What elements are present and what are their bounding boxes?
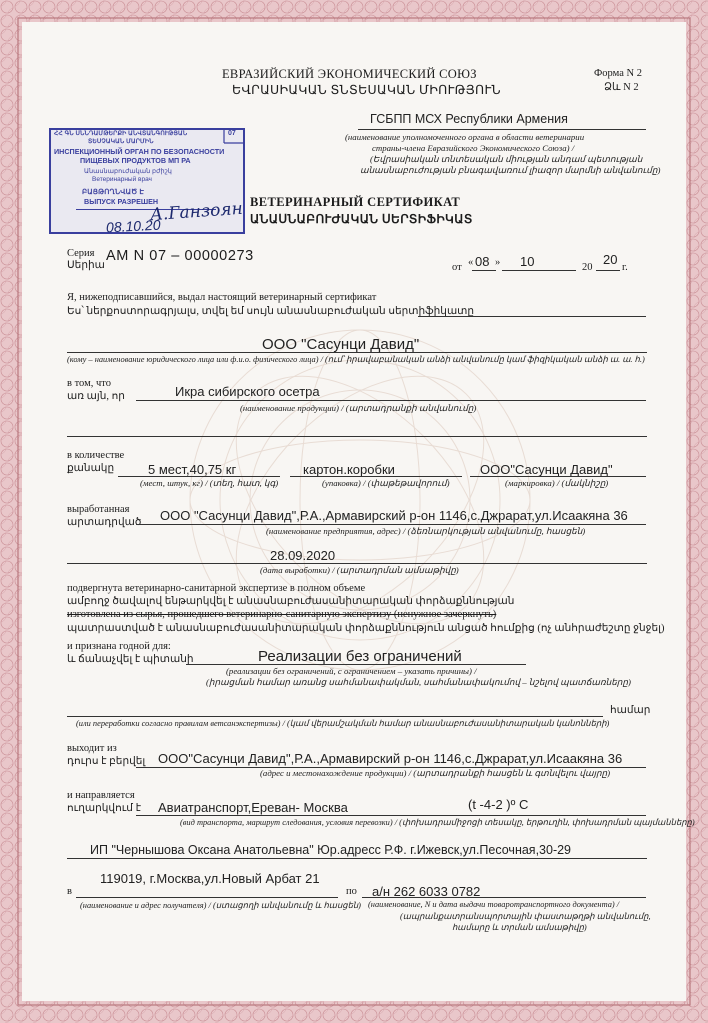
waybill-by: по — [346, 886, 357, 897]
stamp-line-3: ИНСПЕКЦИОННЫЙ ОРГАН ПО БЕЗОПАСНОСТИ — [54, 147, 225, 156]
issuer-line — [67, 352, 647, 353]
quantity-caption-pack: (упаковка) / (փաթեթավորում) — [322, 478, 450, 488]
product-extra-line — [67, 436, 647, 437]
waybill-value: а/н 262 6033 0782 — [372, 884, 481, 899]
issuer-value: ООО "Сасунци Давид" — [262, 336, 420, 353]
quantity-caption-mark: (маркировка) / (մակնիշը) — [505, 478, 609, 488]
union-title-ru: ЕВРАЗИЙСКИЙ ЭКОНОМИЧЕСКИЙ СОЮЗ — [222, 67, 477, 81]
inspection-line2-ru: изготовлена из сырья, прошедшего ветеринарно-санитарную экспертизу (ненужное зачеркнуть) — [67, 609, 497, 620]
production-date-value: 28.09.2020 — [270, 548, 336, 563]
form-number-ru: Форма N 2 — [594, 68, 642, 79]
purpose-for-hy: համար — [610, 705, 651, 716]
quantity-amount-line — [118, 476, 280, 477]
issuer-intro-line — [418, 316, 646, 317]
date-prefix: от — [452, 262, 462, 273]
produced-label-hy: արտադրված — [67, 517, 142, 528]
waybill-caption-1: (наименование, N и дата выдачи товаротранспортного документа) / — [368, 900, 620, 909]
production-date-line — [67, 563, 647, 564]
date-year: 20 — [603, 252, 618, 267]
purpose-value: Реализации без ограничений — [258, 648, 462, 665]
transport-temperature: (t -4-2 )º C — [468, 797, 529, 812]
date-year-line — [596, 270, 620, 271]
transport-caption: (вид транспорта, маршрут следования, условия перевозки) / (փոխադրամիջոցի տեսակը, երթուղին, փոխադրման պայմանները) — [180, 818, 695, 827]
quantity-amount: 5 мест,40,75 кг — [148, 462, 237, 477]
authority-caption-2: страны-члена Евразийского Экономического Союза) / — [372, 143, 575, 153]
product-line — [136, 400, 646, 401]
date-day: 08 — [475, 254, 490, 269]
inspection-line3-ru: и признана годной для: — [67, 641, 171, 652]
transport-line — [136, 815, 646, 816]
recipient-line-2: 119019, г.Москва,ул.Новый Арбат 21 — [100, 871, 320, 886]
date-close-quote: » — [495, 257, 501, 268]
transport-value: Авиатранспорт,Ереван- Москва — [158, 800, 348, 815]
authority-line — [358, 129, 646, 130]
stamp-line-6: Ветеринарный врач — [92, 176, 152, 183]
purpose-caption-1: (реализации без ограничений, с ограничением – указать причины) / — [226, 666, 477, 676]
certificate-title-hy: ԱՆԱՍՆԱԲՈՒԺԱԿԱՆ ՍԵՐՏԻՖԻԿԱՏ — [250, 212, 473, 226]
issuer-caption: (кому – наименование юридического лица или ф.и.о. физического лица) / (ում՝ իրավաբանական անձի անվանումը կամ ֆիզիկական անձի ա. ա. հ.) — [67, 355, 645, 364]
recipient-caption: (наименование и адрес получателя) / (ստացողի անվանումը և հասցեն) — [80, 901, 361, 910]
authority-value: ГСБПП МСХ Республики Армения — [370, 112, 568, 126]
quantity-label-ru: в количестве — [67, 450, 125, 461]
stamp-number: 07 — [228, 130, 236, 137]
date-month: 10 — [520, 254, 535, 269]
sent-label-ru: и направляется — [67, 790, 135, 801]
stamp-line-7: ԲԱՑԹՈՂՆՎԱԾ Է — [82, 187, 144, 196]
certificate-title-ru: ВЕТЕРИНАРНЫЙ СЕРТИФИКАТ — [250, 195, 461, 209]
quantity-packaging-line — [290, 476, 462, 477]
inspection-line1-ru: подвергнута ветеринарно-санитарной экспертизе в полном объеме — [67, 583, 366, 594]
date-suffix: г. — [622, 262, 628, 273]
date-open-quote: « — [468, 257, 474, 268]
produced-caption: (наименование предприятия, адрес) / (ձեռնարկության անվանումը, հասցեն) — [266, 526, 586, 536]
stamp-date: 08.10.20 — [105, 216, 161, 236]
union-title-hy: ԵՎՐԱՍԻԱԿԱՆ ՏՆՏԵՍԱԿԱՆ ՄԻՈՒԹՅՈՒՆ — [232, 83, 501, 97]
stamp-line-1: ՀՀ ԳՆ ՍՆՆԴԱՄԹԵՐՔԻ ԱՆՎՏԱՆԳՈՒԹՅԱՆ — [54, 130, 188, 137]
quantity-caption-amount: (мест, штук, кг) / (տեղ, հատ, կգ) — [140, 478, 279, 488]
series-label-hy: Սերիա — [67, 260, 105, 271]
waybill-caption-2: (ապրանքատրանսպորտային փաստաթղթի անվանումը, — [400, 912, 651, 921]
production-date-caption: (дата выработки) / (արտադրման ամսաթիվը) — [260, 565, 459, 575]
purpose-caption-2: (իրացման համար առանց սահմանափակման, սահմանափակումով – նշելով պատճառները) — [206, 677, 631, 687]
series-label-ru: Серия — [67, 248, 95, 259]
quantity-packaging: картон.коробки — [303, 462, 395, 477]
stamp-line-8: ВЫПУСК РАЗРЕШЕН — [84, 197, 159, 206]
series-value: AM N 07 – 00000273 — [106, 248, 254, 264]
product-label-ru: в том, что — [67, 378, 111, 389]
inspection-line1-hy: ամբողջ ծավալով ենթարկվել է անասնաբուժասանիտարական փորձաքննության — [67, 596, 515, 607]
sent-label-hy: ուղարկվում է — [67, 803, 141, 814]
shipped-label-hy: դուրս է բերվել — [67, 756, 146, 767]
shipped-value: ООО"Сасунци Давид",Р.А.,Армавирский р-он 1146,с.Джрарат,ул.Исаакяна 36 — [158, 751, 623, 766]
recipient-line-1-rule — [67, 858, 647, 859]
form-number-hy: Ձև N 2 — [604, 82, 639, 93]
produced-label-ru: выработанная — [67, 504, 130, 515]
quantity-marking-line — [470, 476, 646, 477]
produced-line — [136, 524, 646, 525]
produced-value: ООО "Сасунци Давид",Р.А.,Армавирский р-он 1146,с.Джрарат,ул.Исаакяна 36 — [160, 508, 628, 523]
stamp-line-2: ՏԵՍՉԱԿԱՆ ՄԱՐՄԻՆ — [88, 138, 154, 145]
authority-caption-3: (Եվրասիական տնտեսական միության անդամ պետության — [370, 154, 643, 164]
product-label-hy: առ այն, որ — [67, 391, 125, 402]
recipient-line-1: ИП "Чернышова Оксана Анатольевна" Юр.адресс Р.Ф. г.Ижевск,ул.Песочная,30-29 — [90, 843, 572, 857]
date-day-line — [472, 270, 496, 271]
issuer-intro-ru: Я, нижеподписавшийся, выдал настоящий ветеринарный сертификат — [67, 292, 377, 303]
purpose-caption-3: (или переработки согласно правилам ветсанэкспертизы) / (կամ վերամշակման համար անասնաբուժասանիտարական կանոնների) — [76, 719, 610, 728]
stamp-line-4: ПИЩЕВЫХ ПРОДУКТОВ МП РА — [80, 156, 191, 165]
processing-line — [67, 716, 603, 717]
shipped-caption: (адрес и местонахождение продукции) / (արտադրանքի հասցեն և գտնվելու վայրը) — [260, 768, 611, 778]
recipient-prefix: в — [67, 886, 72, 897]
inspection-line2-hy: պատրաստված է անասնաբուժասանիտարական փորձաքննություն անցած հումքից (ոչ անհրաժեշտը ջնջել) — [67, 623, 665, 634]
inspection-line3-hy: և ճանաչվել է պիտանի — [67, 654, 194, 665]
issuer-intro-hy: Ես՝ ներքոստորագրյալս, տվել եմ սույն անասնաբուժական սերտիֆիկատը — [67, 306, 475, 317]
quantity-marking: ООО"Сасунци Давид" — [480, 462, 613, 477]
recipient-line-2-rule — [76, 897, 338, 898]
shipped-label-ru: выходит из — [67, 743, 117, 754]
waybill-caption-3: համարը և տրման ամսաթիվը) — [452, 923, 587, 932]
waybill-rule — [362, 897, 646, 898]
product-caption: (наименование продукции) / (արտադրանքի անվանումը) — [240, 403, 477, 413]
purpose-line — [186, 664, 526, 665]
quantity-label-hy: քանակը — [67, 463, 115, 474]
date-month-line — [502, 270, 576, 271]
signature: А.Ганзоян — [149, 198, 244, 226]
date-year-prefix: 20 — [582, 262, 593, 273]
authority-caption-1: (наименование уполномоченного органа в области ветеринарии — [345, 132, 585, 142]
authority-caption-4: անասնաբուժության բնագավառում լիազոր մարմնի անվանումը) — [360, 165, 661, 175]
product-value: Икра сибирского осетра — [175, 384, 320, 399]
stamp-line-5: Անասնաբուժական բժիշկ — [84, 168, 172, 175]
